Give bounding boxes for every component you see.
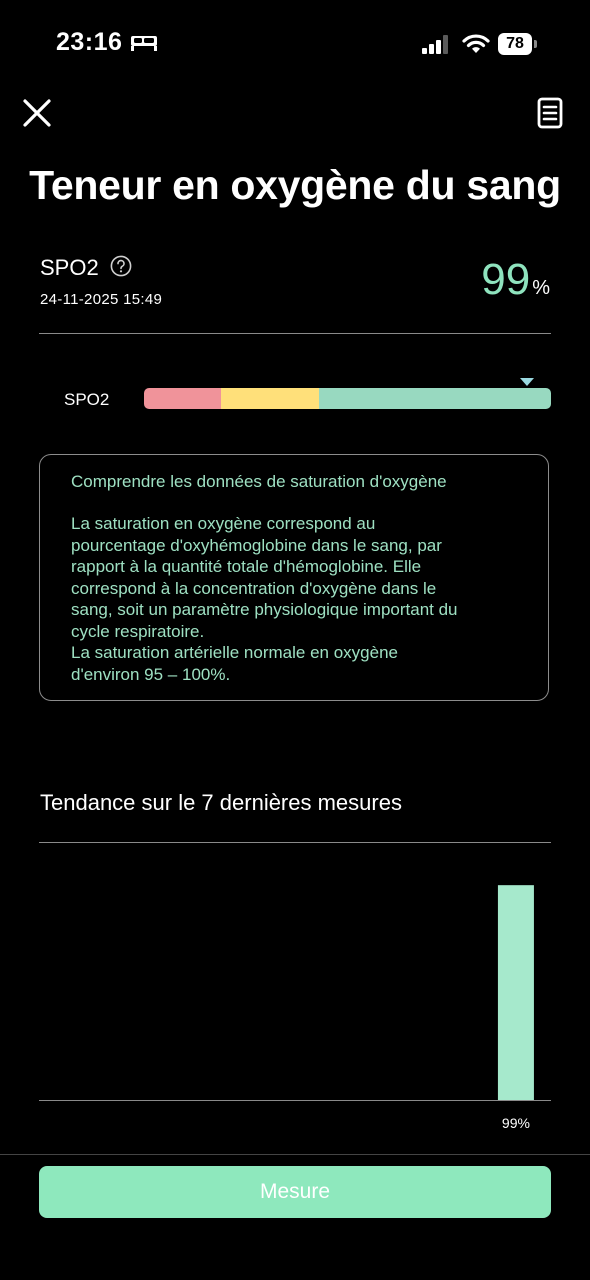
document-icon[interactable] bbox=[536, 96, 564, 130]
range-segment-mid bbox=[221, 388, 319, 409]
status-time: 23:16 bbox=[56, 28, 123, 56]
page-title: Teneur en oxygène du sang bbox=[29, 162, 561, 208]
trend-bar-label: 99% bbox=[501, 1115, 530, 1131]
measurement-datetime: 24-11-2025 15:49 bbox=[40, 291, 163, 308]
wifi-icon bbox=[462, 33, 490, 55]
trend-bar bbox=[498, 885, 534, 1100]
close-icon[interactable] bbox=[20, 96, 54, 130]
spo2-reading bbox=[481, 255, 550, 305]
range-segment-high bbox=[319, 388, 551, 409]
battery-indicator bbox=[498, 33, 538, 55]
cellular-signal-icon bbox=[420, 34, 452, 54]
range-label: SPO2 bbox=[64, 390, 110, 409]
range-marker-icon bbox=[520, 378, 534, 386]
spo2-unit: % bbox=[532, 277, 550, 299]
trend-chart bbox=[39, 841, 551, 1141]
help-icon[interactable] bbox=[110, 255, 132, 277]
battery-percent: 78 bbox=[506, 35, 524, 52]
range-segment-low bbox=[144, 388, 221, 409]
divider bbox=[39, 333, 551, 334]
spo2-range-bar bbox=[144, 388, 551, 409]
info-body: La saturation en oxygène correspond au pourcentage d'oxyhémoglobine dans le sang, par rapport à la quantité totale d'hémoglobine. Elle correspond à la concentration d'oxygène dans le sang, soit un paramètre physiologique important du cycle respiratoire. La saturation artérielle normale en oxygène d'environ 95 – 100%. bbox=[71, 514, 458, 684]
trend-title: Tendance sur le 7 dernières mesures bbox=[40, 790, 402, 815]
spo2-label: SPO2 bbox=[40, 255, 99, 280]
info-title: Comprendre les données de saturation d'oxygène bbox=[71, 472, 447, 491]
measure-button[interactable]: Mesure bbox=[39, 1166, 551, 1218]
spo2-value: 99 bbox=[481, 255, 531, 304]
bottom-divider bbox=[0, 1154, 590, 1155]
bed-icon bbox=[130, 34, 158, 52]
